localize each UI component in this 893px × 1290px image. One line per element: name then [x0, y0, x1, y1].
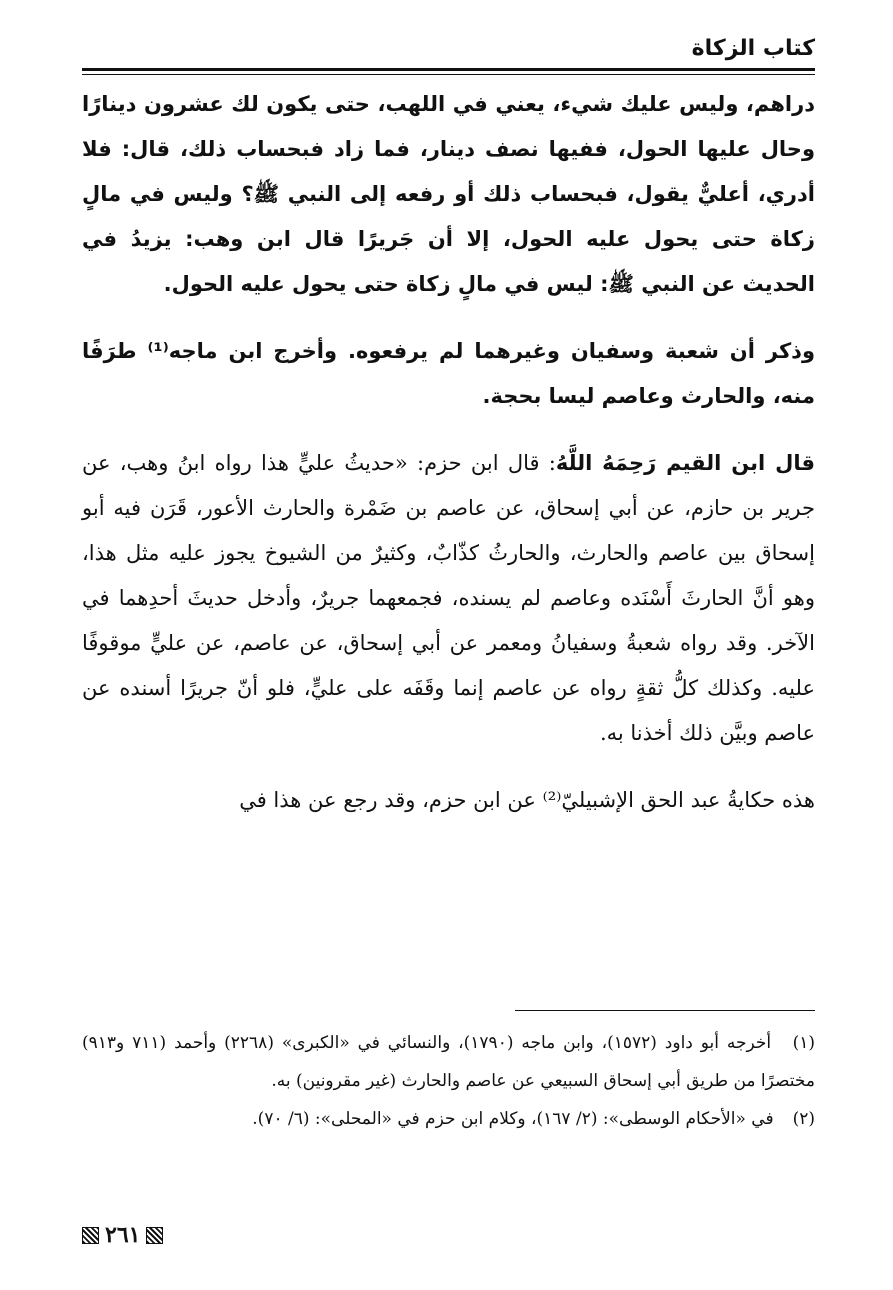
ornament-icon	[146, 1227, 163, 1244]
page-number: ٢٦١	[105, 1222, 141, 1248]
footnote-2-text: في «الأحكام الوسطى»: (٢/ ١٦٧)، وكلام ابن حزم في «المحلى»: (٦/ ٧٠).	[252, 1109, 774, 1129]
paragraph-3-text: : قال ابن حزم: «حديثُ عليٍّ هذا رواه ابنُ وهب، عن جرير بن حازم، عن أبي إسحاق، عن عاصم بن ضَمْرة والحارث الأعور، قَرَن فيه أبو إسحاق بين عاصم والحارث، والحارثُ كذّابٌ، وكثيرٌ من الشيوخ يجوز عليه مثل هذا، وهو أنَّ الحارثَ أَسْنَده وعاصم لم يسنده، فجمعهما جريرٌ، وأدخل حديثَ أحدِهما في الآخر. وقد رواه شعبةُ وسفيانُ ومعمر عن أبي إسحاق، عن عاصم، عن عليٍّ موقوفًا عليه. وكذلك كلُّ ثقةٍ رواه عن عاصم إنما وقَفَه على عليٍّ، فلو أنّ جريرًا أسنده عن عاصم وبيَّن ذلك أخذنا به.	[82, 451, 815, 745]
footnote-1	[82, 1024, 815, 1100]
footnote-2-number: (٢)	[792, 1109, 815, 1129]
footnote-2	[82, 1100, 815, 1138]
paragraph-2: وذكر أن شعبة وسفيان وغيرهما لم يرفعوه. وأخرج ابن ماجه⁽¹⁾ طرَفًا منه، والحارث وعاصم ليسا بحجة.	[82, 339, 815, 408]
paragraph-3	[82, 441, 815, 756]
paragraph-3-lead: قال ابن القيم رَحِمَهُ اللَّهُ	[555, 451, 816, 475]
header-rule-thick	[82, 68, 815, 71]
footnotes	[82, 1024, 815, 1138]
paragraph-4: هذه حكايةُ عبد الحق الإشبيليّ⁽²⁾ عن ابن حزم، وقد رجع عن هذا في	[239, 788, 815, 812]
footnote-1-number: (١)	[792, 1033, 816, 1053]
paragraph-1: دراهم، وليس عليك شيء، يعني في اللهب، حتى يكون لك عشرون دينارًا وحال عليها الحول، ففيها نصف دينار، فما زاد فبحساب ذلك، قال: فلا أدري، أعليٌّ يقول، فبحساب ذلك أو رفعه إلى النبي ﷺ؟ وليس في مالٍ زكاة حتى يحول عليه الحول، إلا أن جَريرًا قال ابن وهب: يزيدُ في الحديث عن النبي ﷺ: ليس في مالٍ زكاة حتى يحول عليه الحول.	[82, 92, 815, 296]
header-rule-thin	[82, 74, 815, 75]
main-text	[82, 82, 815, 823]
page-number-block	[82, 1222, 163, 1248]
ornament-icon	[82, 1227, 99, 1244]
running-header-title: كتاب الزكاة	[691, 36, 815, 61]
footnote-1-text: أخرجه أبو داود (١٥٧٢)، وابن ماجه (١٧٩٠)، والنسائي في «الكبرى» (٢٢٦٨) وأحمد (٧١١ و٩١٣) مختصرًا من طريق أبي إسحاق السبيعي عن عاصم والحارث (غير مقرونين) به.	[82, 1033, 815, 1091]
footnote-separator	[515, 1010, 815, 1011]
